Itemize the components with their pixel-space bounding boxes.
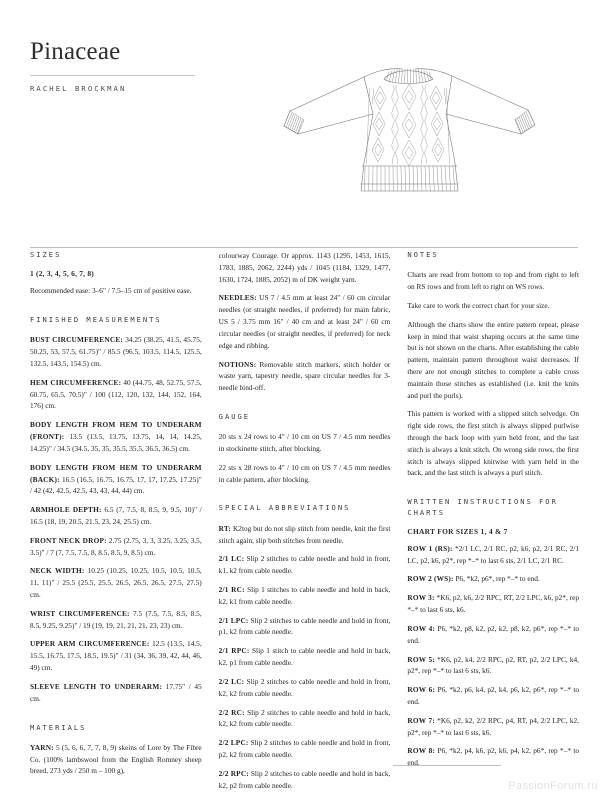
- chart-row-value: P6, *k2, p6*, rep *–* to end.: [455, 574, 540, 584]
- section-heading-special-abbreviations: SPECIAL ABBREVIATIONS: [218, 503, 351, 513]
- abbreviation-2-1-lc: [219, 553, 391, 577]
- gauge-cable: 22 sts x 28 rows to 4" / 10 cm on US 7 / 4.5 mm needles in cable pattern, after blocking.: [218, 462, 391, 484]
- measurement-label: FRONT NECK DROP:: [30, 535, 107, 545]
- note-chart-reading: Charts are read from bottom to top and from right to left on RS rows and from left to right on WS rows.: [407, 270, 580, 292]
- chart-row-label: ROW 8:: [407, 746, 436, 756]
- measurement-value: 7.5 (7.5, 7.5, 8.5, 8.5, 8.5, 9.25, 9.25)" / 19 (19, 19, 21, 21, 21, 23, 23) cm.: [30, 608, 202, 630]
- measurement-body-length-back: [30, 462, 202, 497]
- notions: [219, 359, 391, 394]
- chart-row-5: [407, 654, 579, 678]
- recommended-ease: Recommended ease: 3–6" / 7.5–15 cm of positive ease.: [30, 286, 192, 296]
- header-divider: [30, 247, 578, 248]
- measurement-sleeve-length: [30, 681, 202, 705]
- chart-row-value: *K6, p2, k4, 2/2 RPC, p2, RT, p2, 2/2 LPC, k4, p2*, rep *–* to last 6 sts, k6.: [407, 654, 579, 676]
- abbreviation-value: Slip 1 stitch to cable needle and hold in back, k2, p1 from cable needle.: [218, 646, 391, 668]
- notions-label: NOTIONS:: [218, 359, 257, 369]
- note-waist-shaping: Although the charts show the entire pattern repeat, please keep in mind that waist shaping occurs at the same time but is not shown on the charts. After establishing the cable pattern, maintain pattern throughout waist decreases. If there are not enough stitches to complete a cable cross maintain those stitches as established (i.e. knit the knits and purl the purls).: [407, 319, 580, 400]
- abbreviation-value: K2tog but do not slip stitch from needle, knit the first stitch again, slip both stitches from needle.: [218, 523, 391, 545]
- abbreviation-value: Slip 1 stitches to cable needle and hold in back, k2, k1 from cable needle.: [218, 585, 391, 606]
- abbreviation-value: Slip 2 stitches to cable needle and hold in back, k2, k2 from cable needle.: [218, 707, 391, 729]
- abbreviation-value: Slip 2 stitches to cable needle and hold in front, p2, k2 from cable needle.: [218, 738, 391, 759]
- chart-row-1: [407, 543, 579, 567]
- chart-row-label: ROW 5:: [407, 654, 435, 664]
- measurement-front-neck-drop: [30, 535, 202, 559]
- yarn-label: YARN:: [30, 742, 54, 752]
- title-divider: [30, 75, 195, 76]
- note-selvedge: This pattern is worked with a slipped stitch selvedge. On right side rows, the first stitch is always slipped purlwise through the back loop with yarn held front, and the last stitch is always a knit stitch. On wrong side rows, the first stitch is always slipped knitwise with yarn held in the back, and the last stitch is always a purl stitch.: [407, 409, 580, 478]
- measurement-label: BODY LENGTH FROM HEM TO UNDERARM (BACK):: [30, 462, 202, 484]
- measurement-value: 12.5 (13.5, 14.5, 15.5, 16.75, 17.5, 18.5, 19.5)" / 31 (34, 36, 39, 42, 44, 46, 49) cm.: [30, 639, 202, 673]
- measurement-label: BUST CIRCUMFERENCE:: [30, 335, 124, 345]
- abbreviation-label: RT:: [218, 523, 232, 533]
- designer-byline: RACHEL BROCKMAN: [30, 83, 127, 93]
- measurement-value: 10.25 (10.25, 10.25, 10.5, 10.5, 10.5, 11, 11)" / 25.5 (25.5, 25.5, 26.5, 26.5, 26.5, 27.5, 27.5) cm.: [30, 566, 202, 599]
- abbreviation-label: 2/1 RPC:: [218, 646, 250, 656]
- abbreviation-2-2-lpc: [219, 737, 391, 761]
- abbreviation-label: 2/1 LPC:: [218, 615, 249, 625]
- section-heading-sizes: SIZES: [30, 250, 62, 259]
- measurement-armhole-depth: [30, 504, 202, 528]
- measurement-bust: [30, 334, 202, 369]
- abbreviation-label: 2/1 RC:: [218, 585, 245, 594]
- content-columns: [30, 250, 579, 791]
- site-watermark: PassionForum.ru: [508, 780, 598, 792]
- measurement-label: BODY LENGTH FROM HEM TO UNDERARM (FRONT):: [30, 420, 202, 442]
- abbreviation-2-2-rc: [219, 707, 391, 731]
- left-column: [30, 250, 202, 791]
- chart-row-value: *K6, p2, k2, 2/2 RPC, p4, RT, p4, 2/2 LPC, k2, p2*, rep *–* to last 6 sts, k6.: [407, 715, 579, 737]
- abbreviation-2-2-rpc: [219, 768, 391, 792]
- page-title: Pinaceae: [30, 38, 121, 65]
- needles: [219, 292, 391, 351]
- measurement-label: WRIST CIRCUMFERENCE:: [30, 608, 130, 618]
- chart-row-7: [407, 715, 579, 739]
- measurement-value: 40 (44.75, 48, 52.75, 57.5, 60.75, 65.5, 70.5)" / 100 (112, 120, 132, 144, 152, 164, 176) cm.: [30, 377, 202, 411]
- chart-row-4: [407, 623, 579, 647]
- chart-row-value: *K6, p2, k6, 2/2 RPC, RT, 2/2 LPC, k6, p2*, rep *–* to last 6 sts, k6.: [407, 593, 580, 615]
- sweater-schematic-illustration: [276, 48, 596, 223]
- chart-row-value: P6, *k2, p6, k4, p2, k4, p6, k2, p6*, rep *–* to end.: [407, 685, 580, 706]
- abbreviation-label: 2/1 LC:: [218, 554, 245, 564]
- chart-row-2: [407, 573, 579, 585]
- section-heading-finished-measurements: FINISHED MEASUREMENTS: [30, 315, 162, 325]
- chart-row-value: *2/1 LC, 2/1 RC, p2, k6, p2, 2/1 RC, 2/1 LC, p2, k6, p2*, rep *–* to last 6 sts, 2/1 LC, 2/1 RC.: [407, 543, 579, 565]
- abbreviation-value: Slip 2 stitches to cable needle and hold in back, k2, p2 from cable needle.: [218, 768, 391, 790]
- abbreviation-2-1-rpc: [219, 645, 391, 669]
- footer-divider: [393, 765, 501, 766]
- chart-row-3: [407, 592, 579, 616]
- note-correct-chart: Take care to work the correct chart for your size.: [407, 300, 550, 310]
- materials-yarn: [30, 742, 202, 777]
- chart-title: CHART FOR SIZES 1, 4 & 7: [407, 526, 508, 536]
- measurement-body-length-front: [30, 419, 202, 454]
- masthead: [30, 38, 270, 93]
- materials-continued: colourway Courage. Or approx. 1143 (1295, 1453, 1615, 1783, 1885, 2062, 2244) yds / 1045 (1184, 1329, 1477, 1630, 1724, 1885, 2052) m of DK weight yarn.: [218, 251, 391, 284]
- chart-row-6: [407, 684, 579, 708]
- measurement-value: 6.5 (7, 7.5, 8, 8.5, 9, 9.5, 10)" / 16.5 (18, 19, 20.5, 21.5, 23, 24, 25.5) cm.: [30, 505, 202, 526]
- abbreviation-2-1-lpc: [219, 615, 391, 639]
- measurement-value: 2.75 (2.75, 3, 3, 3.25, 3.25, 3.5, 3.5)" / 7 (7, 7.5, 7.5, 8, 8.5, 8.5, 9, 8.5) cm.: [30, 535, 202, 557]
- needles-value: US 7 / 4.5 mm at least 24" / 60 cm circular needles (or straight needles, if preferred) for main fabric, US 5 / 3.75 mm 16" / 40 cm and at least 24" / 60 cm circular needles (or straight needles, if preferred) for neck edge and ribbing.: [218, 293, 391, 350]
- chart-row-value: P6, *k2, p8, k2, p2, k2, p8, k2, p6*, rep *–* to end.: [407, 623, 580, 645]
- section-heading-notes: NOTES: [407, 250, 439, 259]
- measurement-value: 34.25 (38.25, 41.5, 45.75, 50.25, 53, 57.5, 61.75)" / 85.5 (96.5, 103.5, 114.5, 125.5, 132.5, 143.5, 154.5) cm.: [30, 335, 202, 368]
- abbreviation-value: Slip 2 stitches to cable needle and hold in front, p1, k2 from cable needle.: [218, 615, 391, 637]
- abbreviation-2-2-lc: [219, 676, 391, 700]
- abbreviation-2-1-rc: [219, 584, 391, 608]
- section-heading-written-instructions: WRITTEN INSTRUCTIONS FOR CHARTS: [407, 497, 558, 517]
- abbreviation-value: Slip 2 stitches to cable needle and hold in front, k2, k2 from cable needle.: [218, 676, 391, 698]
- chart-row-label: ROW 3:: [407, 593, 435, 603]
- chart-row-value: P6, *k2, p4, k6, p2, k6, p4, k2, p6*, rep *–* to end.: [407, 746, 580, 768]
- abbreviation-label: 2/2 RPC:: [218, 768, 249, 778]
- measurement-label: ARMHOLE DEPTH:: [30, 505, 102, 515]
- chart-row-label: ROW 7:: [407, 715, 435, 725]
- chart-row-label: ROW 2 (WS):: [407, 574, 454, 584]
- abbreviation-label: 2/2 LC:: [218, 676, 245, 686]
- abbreviation-label: 2/2 LPC:: [218, 738, 249, 748]
- size-list: 1 (2, 3, 4, 5, 6, 7, 8): [30, 269, 94, 279]
- chart-row-label: ROW 4:: [407, 623, 436, 633]
- abbreviation-value: Slip 2 stitches to cable needle and hold in front, k1, k2 from cable needle.: [218, 554, 391, 576]
- measurement-label: UPPER ARM CIRCUMFERENCE:: [30, 639, 150, 649]
- yarn-value: 5 (5, 6, 6, 7, 7, 8, 9) skeins of Lore by The Fibre Co. (100% lambswool from the English Romney sheep breed, 273 yds / 250 m – 100 g),: [30, 742, 202, 776]
- measurement-upper-arm: [30, 638, 202, 673]
- section-heading-gauge: GAUGE: [218, 411, 251, 421]
- middle-column: [219, 250, 391, 791]
- abbreviation-label: 2/2 RC:: [218, 707, 245, 717]
- measurement-neck-width: [30, 565, 202, 600]
- measurement-label: NECK WIDTH:: [30, 566, 85, 576]
- chart-row-label: ROW 6:: [407, 685, 436, 695]
- right-column: [407, 250, 579, 791]
- needles-label: NEEDLES:: [218, 293, 257, 303]
- abbreviation-rt: [219, 523, 391, 547]
- measurement-value: 17.75" / 45 cm.: [30, 681, 202, 703]
- measurement-hem: [30, 377, 202, 412]
- measurement-value: 13.5 (13.5, 13.75, 13.75, 14, 14, 14.25, 14.25)" / 34.5 (34.5, 35, 35, 35.5, 35.5, 36.5, 36.5) cm.: [30, 432, 202, 453]
- measurement-label: SLEEVE LENGTH TO UNDERARM:: [30, 681, 163, 691]
- notions-value: Removable stitch markers, stitch holder or waste yarn, tapestry needle, spare circular needles for 3-needle bind-off.: [218, 359, 391, 393]
- measurement-label: HEM CIRCUMFERENCE:: [30, 377, 122, 387]
- measurement-wrist: [30, 608, 202, 632]
- chart-row-label: ROW 1 (RS):: [407, 543, 453, 553]
- gauge-stockinette: 20 sts x 24 rows to 4" / 10 cm on US 7 / 4.5 mm needles in stockinette stitch, after blocking.: [218, 432, 391, 454]
- measurement-value: 16.5 (16.5, 16.75, 16.75, 17, 17, 17.25, 17.25)" / 42 (42, 42.5, 42.5, 43, 43, 44, 44) cm.: [30, 474, 202, 496]
- section-heading-materials: MATERIALS: [30, 722, 87, 732]
